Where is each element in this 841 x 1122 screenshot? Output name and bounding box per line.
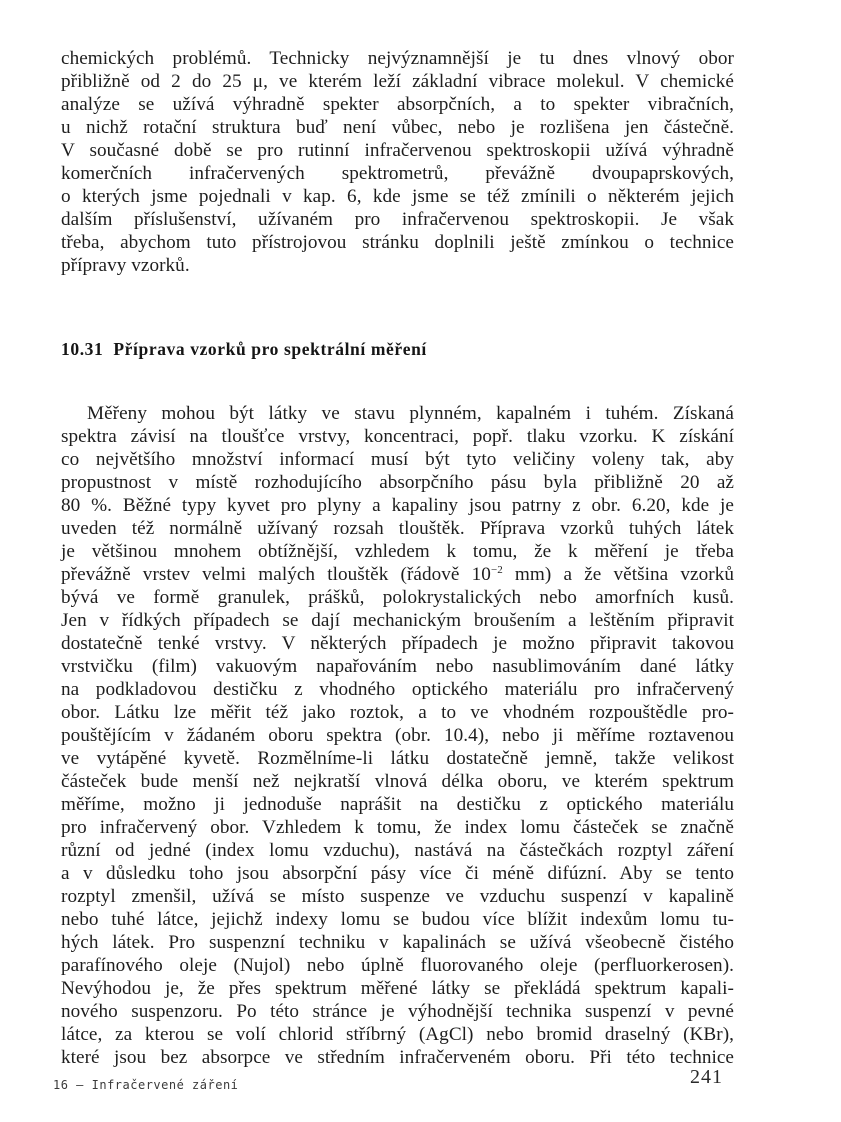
text-line: obor. Látku lze měřit též jako roztok, a to ve vhodném rozpouštědle pro-	[61, 702, 734, 723]
text-line	[61, 563, 734, 586]
text-line: Nevýhodou je, že přes spektrum měřené látky se překládá spektrum kapali-	[61, 978, 734, 999]
text-line: dalším příslušenství, užívaném pro infračervenou spektroskopii. Je však	[61, 209, 734, 230]
text-line: částeček bude menší než nejkratší vlnová délka oboru, ve kterém spektrum	[61, 771, 734, 792]
text-line: propustnost v místě rozhodujícího absorpčního pásu byla přibližně 20 až	[61, 472, 734, 493]
text-line: nového suspenzoru. Po této stránce je výhodnější technika suspenzí v pevné	[61, 1001, 734, 1022]
text-line: dostatečně tenké vrstvy. V některých případech je možno připravit takovou	[61, 633, 734, 654]
text-line: třeba, abychom tuto přístrojovou stránku doplnili ještě zmínkou o technice	[61, 232, 734, 253]
text-line: hých látek. Pro suspenzní techniku v kapalinách se užívá všeobecně čistého	[61, 932, 734, 953]
text-line: u nichž rotační struktura buď není vůbec, nebo je rozlišena jen částečně.	[61, 117, 734, 138]
text-line: přibližně od 2 do 25 μ, ve kterém leží základní vibrace molekul. V chemické	[61, 71, 734, 92]
section-title: Příprava vzorků pro spektrální měření	[113, 339, 427, 359]
text-line: uveden též normálně užívaný rozsah tlouštěk. Příprava vzorků tuhých látek	[61, 518, 734, 539]
text-line: V současné době se pro rutinní infračervenou spektroskopii užívá výhradně	[61, 140, 734, 161]
section-heading	[61, 339, 427, 360]
text-line: o kterých jsme pojednali v kap. 6, kde jsme se též zmínili o některém jejich	[61, 186, 734, 207]
text-fragment: převážně vrstev velmi malých tlouštěk (řádově 10	[61, 564, 491, 585]
printer-signature: 16 — Infračervené záření	[53, 1078, 239, 1092]
text-line: Jen v řídkých případech se dají mechanickým broušením a leštěním připravit	[61, 610, 734, 631]
text-line: analýze se užívá výhradně spekter absorpčních, a to spekter vibračních,	[61, 94, 734, 115]
text-line: Měřeny mohou být látky ve stavu plynném, kapalném i tuhém. Získaná	[87, 403, 734, 424]
text-line: různí od jedné (index lomu vzduchu), nastává na částečkách rozptyl záření	[61, 840, 734, 861]
text-line: 80 %. Běžné typy kyvet pro plyny a kapaliny jsou patrny z obr. 6.20, kde je	[61, 495, 734, 516]
text-line: ve vytápěné kyvetě. Rozmělníme-li látku dostatečně jemně, takže velikost	[61, 748, 734, 769]
text-line: rozptyl zmenšil, užívá se místo suspenze ve vzduchu suspenzí v kapalině	[61, 886, 734, 907]
text-line: měříme, možno ji jednoduše naprášit na destičku z optického materiálu	[61, 794, 734, 815]
text-line: vrstvičku (film) vakuovým napařováním nebo nasublimováním dané látky	[61, 656, 734, 677]
text-line: chemických problémů. Technicky nejvýznamnější je tu dnes vlnový obor	[61, 48, 734, 69]
text-line: na podkladovou destičku z vhodného optického materiálu pro infračervený	[61, 679, 734, 700]
text-line: nebo tuhé látce, jejichž indexy lomu se budou více blížit indexům lomu tu-	[61, 909, 734, 930]
page-number: 241	[690, 1066, 723, 1088]
text-line: spektra závisí na tloušťce vrstvy, koncentraci, popř. tlaku vzorku. K získání	[61, 426, 734, 447]
text-line: co největšího množství informací musí být tyto veličiny voleny tak, aby	[61, 449, 734, 470]
text-line: pro infračervený obor. Vzhledem k tomu, že index lomu částeček se značně	[61, 817, 734, 838]
text-line: a v důsledku toho jsou absorpční pásy více či méně difúzní. Aby se tento	[61, 863, 734, 884]
text-line: je většinou mnohem obtížnější, vzhledem k tomu, že k měření je třeba	[61, 541, 734, 562]
text-line: přípravy vzorků.	[61, 255, 190, 276]
text-line: látce, za kterou se volí chlorid stříbrný (AgCl) nebo bromid draselný (KBr),	[61, 1024, 734, 1045]
text-line: které jsou bez absorpce ve středním infračerveném oboru. Při této technice	[61, 1047, 734, 1068]
section-number: 10.31	[61, 339, 104, 359]
text-line: parafínového oleje (Nujol) nebo úplně fluorovaného oleje (perfluorkerosen).	[61, 955, 734, 976]
exponent: −2	[490, 564, 503, 576]
text-line: bývá ve formě granulek, prášků, polokrystalických nebo amorfních kusů.	[61, 587, 734, 608]
text-line: pouštějícím v žádaném oboru spektra (obr. 10.4), nebo ji měříme roztavenou	[61, 725, 734, 746]
text-line: komerčních infračervených spektrometrů, převážně dvoupaprskových,	[61, 163, 734, 184]
text-fragment: mm) a že většina vzorků	[502, 564, 734, 585]
